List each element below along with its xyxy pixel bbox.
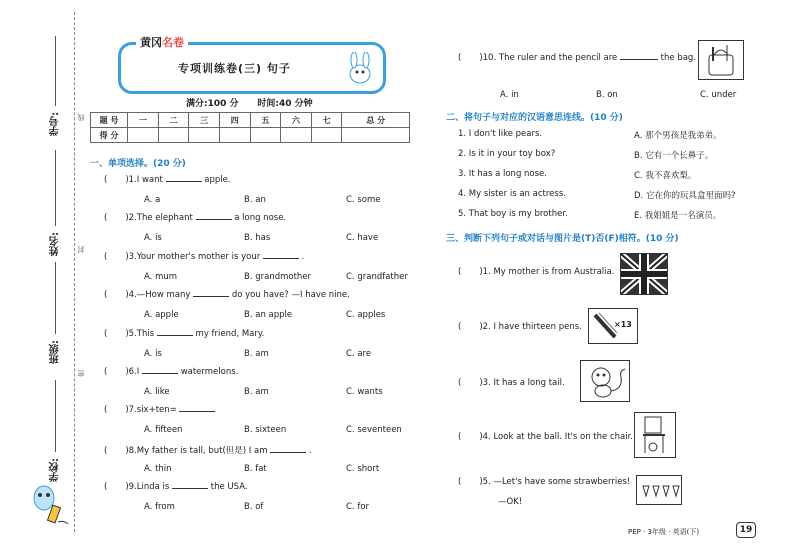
option-c[interactable]: C. wants (346, 387, 383, 397)
question-row: ( )3.Your mother's mother is your . (104, 251, 305, 262)
section2-title: 二、将句子与对应的汉语意思连线。(10 分) (446, 113, 623, 123)
score-col-5: 五 (250, 113, 281, 128)
option-b[interactable]: B. has (244, 233, 271, 244)
score-cell[interactable] (342, 128, 410, 143)
score-table-row2-label: 得 分 (91, 128, 128, 143)
tf-item: ( )5. —Let's have some strawberries! (458, 477, 631, 487)
option-a[interactable]: A. is (144, 233, 162, 244)
option-a[interactable]: A. a (144, 195, 161, 205)
option-c[interactable]: C. apples (346, 310, 386, 321)
blank[interactable] (270, 452, 306, 453)
option-a[interactable]: A. from (144, 502, 175, 513)
match-right-item[interactable]: A. 那个男孩是我弟弟。 (634, 131, 722, 141)
tf-item: ( )2. I have thirteen pens. (458, 322, 582, 332)
option-b[interactable]: B. am (244, 348, 269, 359)
student-id-field[interactable] (55, 36, 56, 106)
q10-option-c[interactable]: C. under (700, 90, 737, 100)
binding-mark-secret: 密 (77, 370, 85, 377)
score-cell[interactable] (189, 128, 220, 143)
score-cell[interactable] (281, 128, 312, 143)
uk-flag-picture (620, 253, 668, 295)
question-row: ( )8.My father is tall, but(但是) I am . (104, 445, 312, 456)
question-row: ( )6.I watermelons. (104, 367, 239, 377)
binding-label-student-id: 学号: (50, 112, 61, 136)
score-table-row1-label: 题 号 (91, 113, 128, 128)
score-cell[interactable] (128, 128, 159, 143)
section3-title: 三、判断下列句子或对话与图片是(T)否(F)相符。(10 分) (446, 234, 679, 244)
section1-title: 一、单项选择。(20 分) (90, 159, 186, 169)
monkey-picture (580, 360, 630, 402)
match-left-item[interactable]: 3. It has a long nose. (458, 169, 547, 179)
option-a[interactable]: A. fifteen (144, 425, 183, 436)
score-cell[interactable] (158, 128, 189, 143)
pens-count: ×13 (614, 320, 632, 329)
blank[interactable] (263, 258, 299, 259)
score-col-7: 七 (311, 113, 342, 128)
blank[interactable] (620, 59, 658, 60)
rabbit-mascot-icon (340, 52, 380, 88)
option-b[interactable]: B. sixteen (244, 425, 287, 436)
option-b[interactable]: B. of (244, 502, 264, 513)
score-table-header-row (91, 113, 410, 128)
binding-label-class: 班级: (50, 340, 61, 364)
binding-label-name: 姓名: (50, 232, 61, 256)
score-col-total: 总 分 (342, 113, 410, 128)
score-col-2: 二 (158, 113, 189, 128)
match-right-item[interactable]: D. 它在你的玩具盒里面吗? (634, 191, 736, 201)
option-c[interactable]: C. grandfather (346, 271, 408, 282)
bag-ruler-picture (698, 40, 744, 80)
page-number: 19 (736, 522, 756, 538)
tf-item: ( )1. My mother is from Australia. (458, 267, 615, 277)
score-table (90, 112, 410, 143)
match-right-item[interactable]: E. 我姐姐是一名演员。 (634, 211, 722, 221)
brand-logo: 黄冈名卷 (136, 34, 188, 50)
question-row: ( )9.Linda is the USA. (104, 482, 248, 493)
binding-label-school: 学校: (50, 458, 61, 482)
question-row: ( )4.—How many do you have? —I have nine. (104, 290, 350, 301)
name-field[interactable] (55, 150, 56, 226)
blank[interactable] (172, 488, 208, 489)
q10-option-b[interactable]: B. on (596, 90, 618, 100)
option-c[interactable]: C. are (346, 348, 372, 359)
match-left-item[interactable]: 2. Is it in your toy box? (458, 149, 556, 159)
blank[interactable] (166, 181, 202, 182)
match-left-item[interactable]: 4. My sister is an actress. (458, 189, 566, 199)
tf-item: ( )4. Look at the ball. It's on the chair. (458, 432, 633, 442)
option-c[interactable]: C. for (346, 502, 370, 513)
option-a[interactable]: A. like (144, 387, 170, 397)
option-c[interactable]: C. short (346, 463, 380, 474)
item5-reply: —OK! (498, 497, 523, 507)
option-a[interactable]: A. apple (144, 310, 179, 321)
option-c[interactable]: C. have (346, 233, 379, 244)
option-a[interactable]: A. thin (144, 463, 172, 474)
score-col-3: 三 (189, 113, 220, 128)
blank[interactable] (157, 335, 193, 336)
match-right-item[interactable]: B. 它有一个长鼻子。 (634, 151, 714, 161)
option-b[interactable]: B. an apple (244, 310, 293, 321)
option-c[interactable]: C. seventeen (346, 425, 402, 436)
question-row: ( )2.The elephant a long nose. (104, 213, 287, 224)
option-b[interactable]: B. grandmother (244, 271, 312, 282)
option-b[interactable]: B. an (244, 195, 266, 205)
blank[interactable] (142, 373, 178, 374)
blank[interactable] (196, 219, 232, 220)
score-col-6: 六 (281, 113, 312, 128)
question-row: ( )5.This my friend, Mary. (104, 328, 265, 339)
page-title: 专项训练卷(三) 句子 (178, 62, 291, 75)
mascot-pencil-icon (28, 478, 72, 528)
footer-text: PEP · 3年级 · 英语(下) (628, 528, 700, 536)
question-row: ( )7.six+ten= (104, 405, 215, 415)
option-b[interactable]: B. fat (244, 463, 267, 474)
tf-item: ( )3. It has a long tail. (458, 378, 565, 388)
school-field[interactable] (55, 380, 56, 452)
score-cell[interactable] (219, 128, 250, 143)
question-10: ( )10. The ruler and the pencil are the bag. (458, 53, 697, 63)
option-a[interactable]: A. mum (144, 271, 178, 282)
class-field[interactable] (55, 262, 56, 334)
match-left-item[interactable]: 5. That boy is my brother. (458, 209, 568, 219)
option-a[interactable]: A. is (144, 348, 162, 359)
q10-option-a[interactable]: A. in (500, 90, 519, 100)
binding-mark-seal: 封 (77, 246, 85, 253)
match-right-item[interactable]: C. 我不喜欢梨。 (634, 171, 697, 181)
option-b[interactable]: B. am (244, 387, 269, 397)
binding-dashed-line (74, 12, 75, 532)
time-limit: 时间:40 分钟 (257, 99, 313, 109)
score-cell[interactable] (311, 128, 342, 143)
score-col-4: 四 (219, 113, 250, 128)
strawberries-picture (636, 475, 682, 505)
exam-meta (186, 96, 313, 109)
question-row: ( )1.I want apple. (104, 175, 231, 185)
full-score: 满分:100 分 (186, 99, 239, 109)
score-table-score-row (91, 128, 410, 143)
option-c[interactable]: C. some (346, 195, 381, 205)
score-col-1: 一 (128, 113, 159, 128)
score-cell[interactable] (250, 128, 281, 143)
chair-ball-picture (634, 412, 676, 458)
blank[interactable] (193, 296, 229, 297)
binding-mark-line: 线 (77, 114, 85, 121)
match-left-item[interactable]: 1. I don't like pears. (458, 129, 543, 139)
blank[interactable] (179, 411, 215, 412)
